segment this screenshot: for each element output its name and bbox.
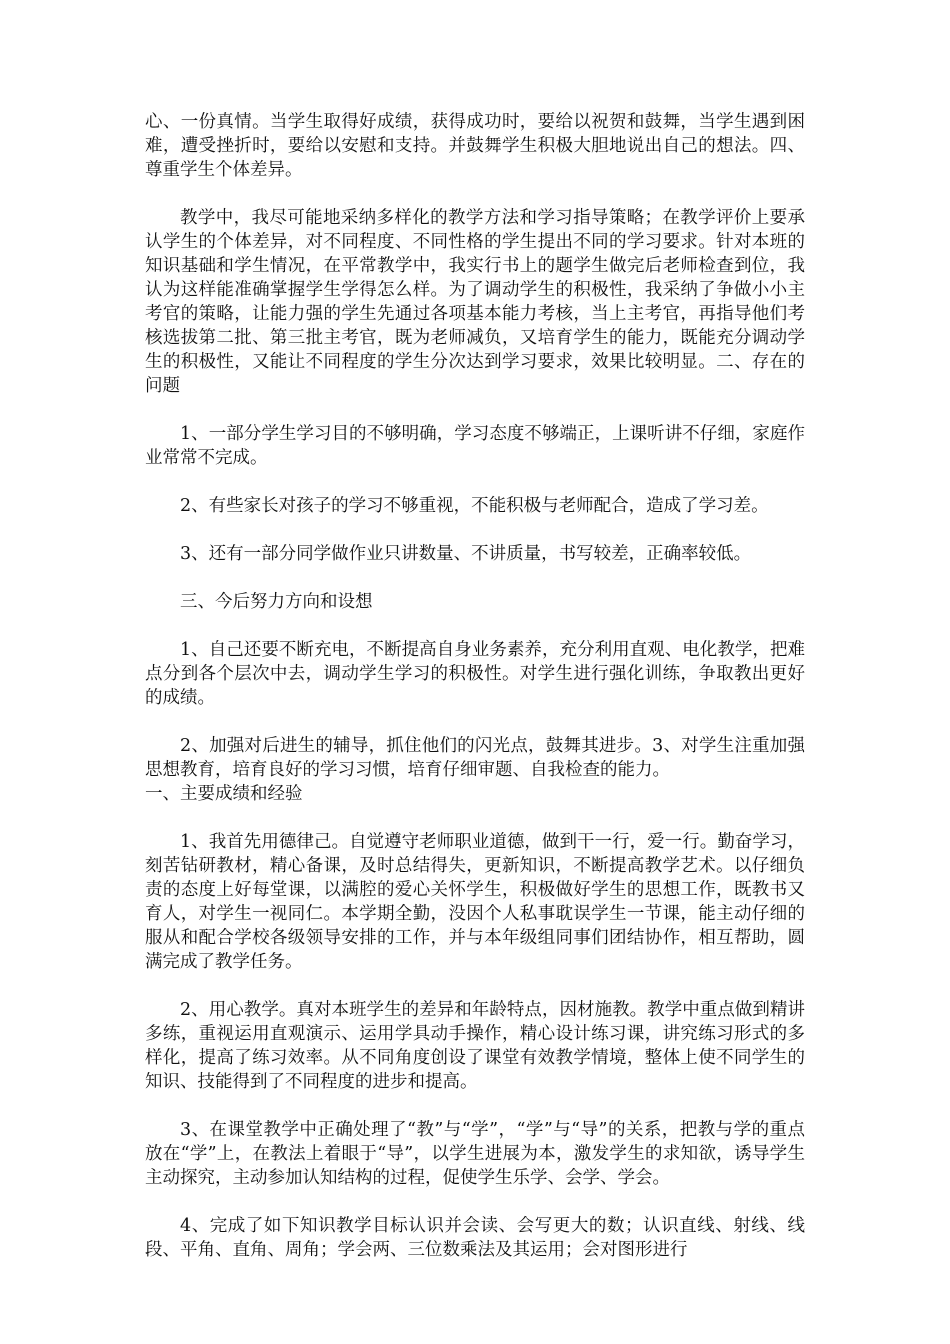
paragraph-achievement-4: 4、完成了如下知识教学目标认识并会读、会写更大的数；认识直线、射线、线段、平角、直角、周角；学会两、三位数乘法及其运用；会对图形进行 — [145, 1216, 805, 1260]
paragraph-problem-3: 3、还有一部分同学做作业只讲数量、不讲质量，书写较差，正确率较低。 — [180, 544, 752, 564]
paragraph-problem-2: 2、有些家长对孩子的学习不够重视，不能积极与老师配合，造成了学习差。 — [180, 496, 769, 516]
paragraph-achievement-3: 3、在课堂教学中正确处理了“教”与“学”，“学”与“导”的关系，把教与学的重点放在“学”上，在教法上着眼于“导”，以学生进展为本，激发学生的求知欲，诱导学生主动探究，主动参加认知结构的过程，促使学生乐学、会学、学会。 — [145, 1120, 805, 1188]
paragraph-achievement-1: 1、我首先用德律己。自觉遵守老师职业道德，做到干一行，爱一行。勤奋学习，刻苦钻研教材，精心备课，及时总结得失，更新知识，不断提高教学艺术。以仔细负责的态度上好每堂课，以满腔的爱心关怀学生，积极做好学生的思想工作，既教书又育人，对学生一视同仁。本学期全勤，没因个人私事耽误学生一节课，能主动仔细的服从和配合学校各级领导安排的工作，并与本年级组同事们团结协作，相互帮助，圆满完成了教学任务。 — [145, 832, 805, 972]
paragraph-future-2: 2、加强对后进生的辅导，抓住他们的闪光点，鼓舞其进步。3、对学生注重加强思想教育，培育良好的学习习惯，培育仔细审题、自我检查的能力。 — [145, 736, 805, 780]
section-heading-future-directions: 三、今后努力方向和设想 — [180, 592, 373, 612]
section-heading-achievements: 一、主要成绩和经验 — [145, 784, 303, 804]
paragraph-future-1: 1、自己还要不断充电，不断提高自身业务素养，充分利用直观、电化教学，把难点分到各个层次中去，调动学生学习的积极性。对学生进行强化训练，争取教出更好的成绩。 — [145, 640, 805, 708]
paragraph-continuation: 心、一份真情。当学生取得好成绩，获得成功时，要给以祝贺和鼓舞，当学生遇到困难，遭受挫折时，要给以安慰和支持。并鼓舞学生积极大胆地说出自己的想法。四、尊重学生个体差异。 — [145, 112, 805, 180]
document-body — [145, 110, 805, 1286]
paragraph-achievement-2: 2、用心教学。真对本班学生的差异和年龄特点，因材施教。教学中重点做到精讲多练，重视运用直观演示、运用学具动手操作，精心设计练习课，讲究练习形式的多样化，提高了练习效率。从不同角度创设了课堂有效教学情境，整体上使不同学生的知识、技能得到了不同程度的进步和提高。 — [145, 1000, 805, 1092]
paragraph-problem-1: 1、一部分学生学习目的不够明确，学习态度不够端正，上课听讲不仔细，家庭作业常常不完成。 — [145, 424, 805, 468]
paragraph-teaching-methods: 教学中，我尽可能地采纳多样化的教学方法和学习指导策略；在教学评价上要承认学生的个体差异，对不同程度、不同性格的学生提出不同的学习要求。针对本班的知识基础和学生情况，在平常教学中，我实行书上的题学生做完后老师检查到位，我认为这样能准确掌握学生学得怎么样。为了调动学生的积极性，我采纳了争做小小主考官的策略，让能力强的学生先通过各项基本能力考核，当上主考官，再指导他们考核选拔第二批、第三批主考官，既为老师减负，又培育学生的能力，既能充分调动学生的积极性，又能让不同程度的学生分次达到学习要求，效果比较明显。二、存在的问题 — [145, 208, 805, 396]
